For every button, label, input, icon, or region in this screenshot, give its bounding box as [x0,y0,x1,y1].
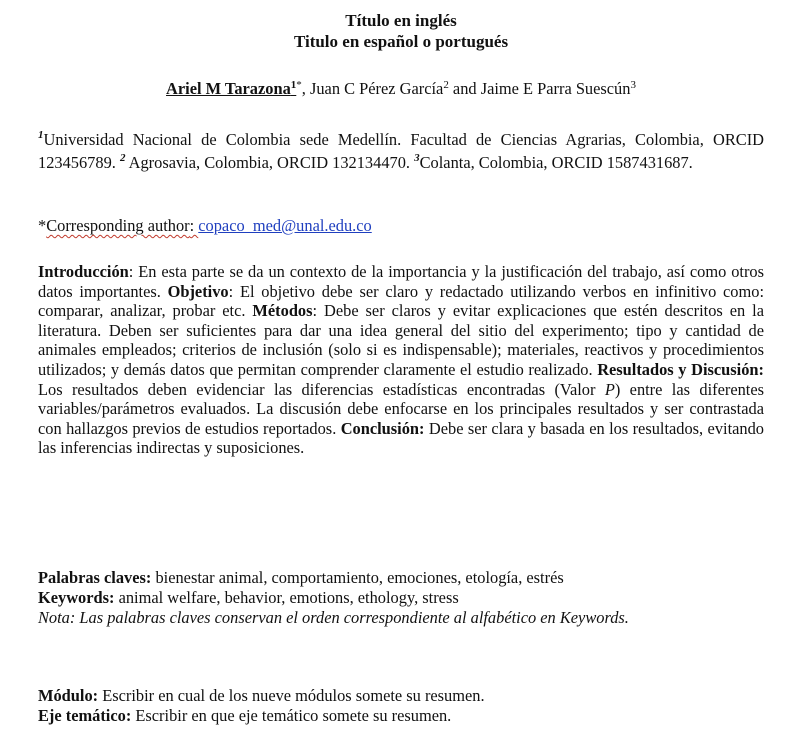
text-conclusion: Debe ser clara y basada en los resultados, evitando las inferencias indirectas y suposiciones. [38,418,764,458]
keywords [38,588,764,608]
affil-2-text: Agrosavia, Colombia, ORCID 132134470. [125,153,415,172]
title-english: Título en inglés [345,11,457,30]
corresponding-label: Corresponding author [46,216,190,235]
affil-2-mark: 2 [119,152,126,164]
corresponding-colon: : [189,216,199,235]
eje-tematico [38,706,764,726]
corresponding-star: * [296,79,302,91]
author-list [0,79,802,99]
corresponding-star: * [38,216,47,235]
affiliations [38,128,764,174]
heading-metodos: Métodos [252,301,313,321]
palabras-claves-text: bienestar animal, comportamiento, emociones, etología, estrés [151,568,564,587]
corresponding-author [38,216,764,236]
modulo-text: Escribir en cual de los nueve módulos somete su resumen. [98,686,485,705]
author-3-name: Jaime E Parra Suescún [480,79,631,98]
heading-introduccion: Introducción [38,262,129,281]
text-resultados-cont: ) entre las diferentes variables/parámetros evaluados. La discusión debe enfocarse en los principales resultados y ser contrastada con hallazgos previos de estudios reportados. [38,379,764,438]
affil-3-mark: 3 [414,152,420,164]
text-resultados: Los resultados deben evidenciar las diferencias estadísticas encontradas (Valor [38,379,605,399]
text-objetivo: : El objetivo debe ser claro y redactado utilizando verbos en infinitivo como: comparar, analizar, probar etc. [38,281,764,321]
author-separator: , [301,79,310,98]
eje-tematico-label: Eje temático: [38,706,132,725]
keywords-note: Nota: Las palabras claves conservan el orden correspondiente al alfabético en Keywords. [38,608,629,627]
text-p-value: P [604,379,615,399]
author-separator: and [448,79,481,98]
palabras-claves [38,568,764,588]
text-metodos: : Debe ser claros y evitar explicaciones que estén descritos en la literatura. Deben ser suficientes para dar una idea general del sitio del experimento; tipo y cantidad de animales empleados; criterios de inclusión (solo si es indispensable); materiales, reactivos y procedimientos utilizados; y demás datos que permitan comprender claramente el estudio realizado. [38,301,764,379]
affil-1-text: Universidad Nacional de Colombia sede Medellín. Facultad de Ciencias Agrarias, Colombia, ORCID 123456789. [38,130,764,172]
author-2-name: Juan C Pérez García [309,79,444,98]
author-1-affil-mark: 1 [290,79,297,91]
author-main [166,79,296,98]
email-link[interactable]: copaco_med@unal.edu.co [198,216,372,235]
author-3-affil-mark: 3 [630,79,636,91]
eje-tematico-text: Escribir en que eje temático somete su resumen. [131,706,452,725]
author-1-name: Ariel M Tarazona [166,79,291,98]
title-spanish: Titulo en español o portugués [293,32,509,51]
abstract-paragraph [38,262,764,458]
keywords-label: Keywords: [38,588,115,607]
modulo-label: Módulo: [38,686,99,705]
author-2-affil-mark: 2 [443,79,449,91]
keywords-text: animal welfare, behavior, emotions, ethology, stress [114,588,459,607]
text-introduccion: : En esta parte se da un contexto de la importancia y la justificación del trabajo, así como otros datos importantes. [38,262,764,301]
heading-resultados: Resultados y Discusión: [597,359,764,379]
modulo [38,686,764,706]
affil-1-mark: 1 [38,129,44,141]
palabras-claves-label: Palabras claves: [38,568,152,587]
heading-conclusion: Conclusión: [340,418,425,438]
heading-objetivo: Objetivo [167,281,229,301]
affil-3-text: Colanta, Colombia, ORCID 1587431687. [419,153,693,172]
